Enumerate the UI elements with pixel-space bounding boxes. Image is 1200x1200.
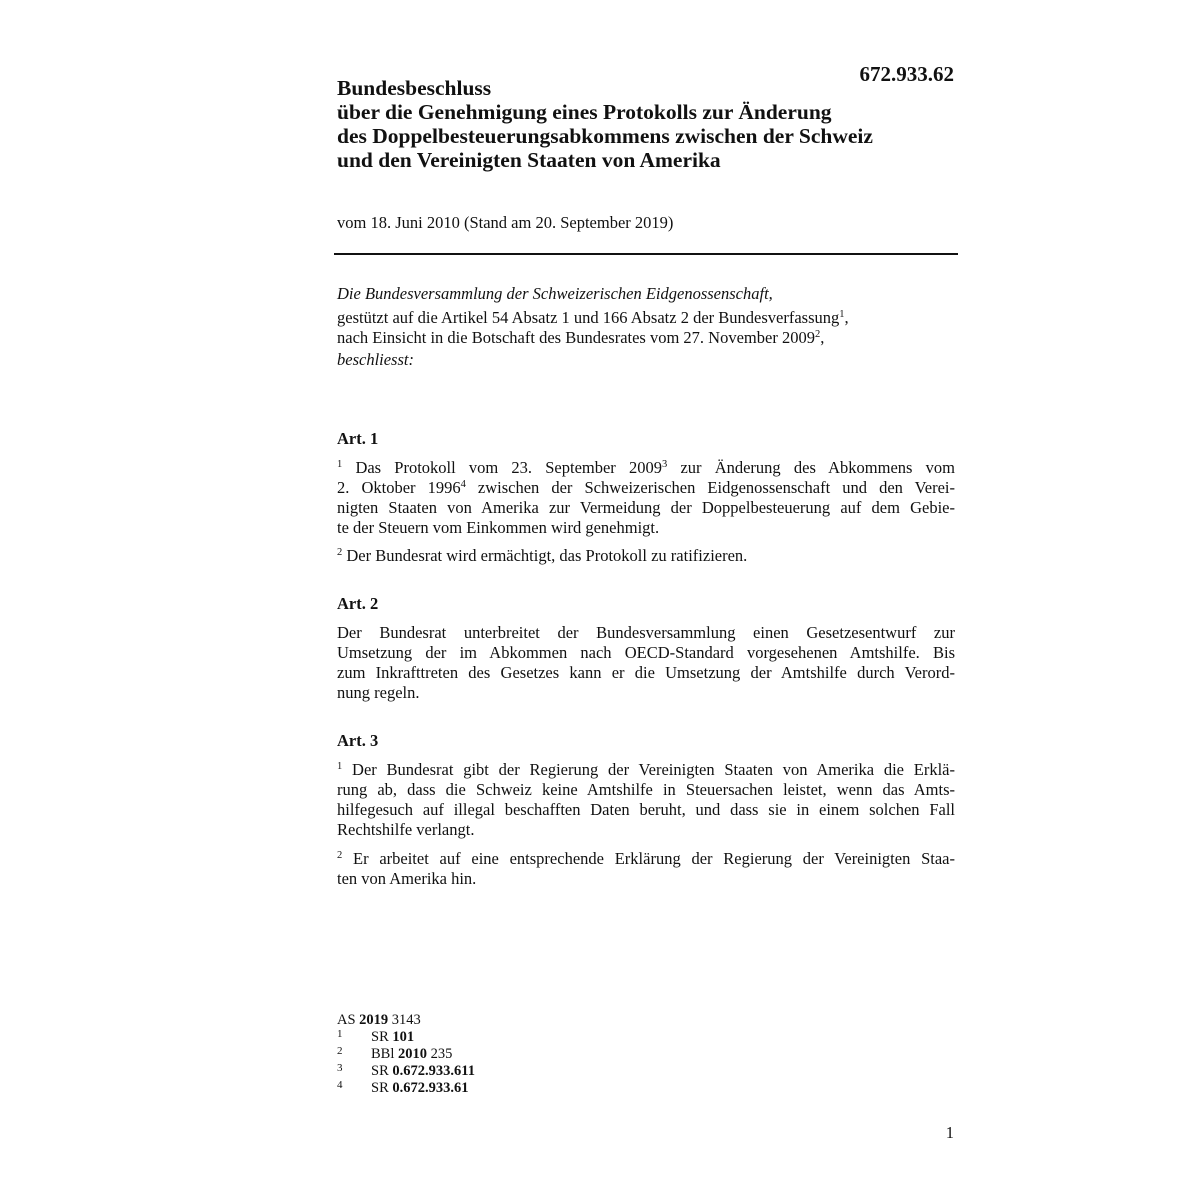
text-line: te der Steuern vom Einkommen wird genehmigt. (337, 518, 660, 537)
text-line: Der Bundesrat unterbreitet der Bundesversammlung einen Gesetzesentwurf zur (337, 623, 955, 642)
text-line: $^1$ Der Bundesrat gibt der Regierung der Vereinigten Staaten von Amerika die Erklä- (337, 760, 955, 779)
document-title (337, 76, 977, 172)
footnote-ref: 3 (662, 459, 668, 470)
article-1-para-2 (337, 546, 955, 566)
text-line: Rechtshilfe verlangt. (337, 820, 475, 839)
footnote-item: 4 SR 0.672.933.61 (337, 1079, 469, 1096)
footnote-item: 1 SR 101 (337, 1028, 415, 1045)
text-line: $^2$ Er arbeitet auf eine entsprechende Erklärung der Regierung der Vereinigten Staa- (337, 849, 955, 868)
footnote-item: 3 SR 0.672.933.611 (337, 1062, 475, 1079)
preamble-basis: gestützt auf die Artikel 54 Absatz 1 und 166 Absatz 2 der Bundesverfassung$^1$, (337, 308, 849, 327)
footnotes (337, 1011, 475, 1097)
title-line: über die Genehmigung eines Protokolls zur Änderung (337, 100, 832, 124)
text-line: $^2$ Der Bundesrat wird ermächtigt, das Protokoll zu ratifizieren. (337, 546, 748, 565)
footnote-ref: 2 (814, 329, 821, 340)
date-line: vom 18. Juni 2010 (Stand am 20. September 2019) (337, 213, 674, 232)
preamble-authority: Die Bundesversammlung der Schweizerischen Eidgenossenschaft, (337, 284, 773, 303)
sr-number: 672.933.62 (859, 62, 954, 86)
footnote-ref: 1 (839, 309, 845, 320)
official-collection-ref: AS 2019 3143 (337, 1012, 421, 1028)
text-line: 2. Oktober 1996$^4$ zwischen der Schweizerischen Eidgenossenschaft und den Verei- (337, 478, 955, 497)
text-line: rung ab, dass die Schweiz keine Amtshilfe in Steuersachen leistet, wenn das Amts- (337, 780, 955, 799)
article-1-para-1 (337, 458, 955, 538)
text-line: ten von Amerika hin. (337, 869, 477, 888)
article-2-text (337, 623, 955, 703)
preamble (337, 284, 955, 370)
preamble-resolves: beschliesst: (337, 350, 414, 369)
header-divider (334, 253, 958, 255)
text-line: nigten Staaten von Amerika zur Vermeidung der Doppelbesteuerung auf dem Gebie- (337, 498, 955, 517)
title-line: des Doppelbesteuerungsabkommens zwischen der Schweiz (337, 124, 873, 148)
article-3-para-2 (337, 849, 955, 889)
page-number: 1 (945, 1123, 954, 1142)
article-1-heading: Art. 1 (337, 429, 379, 448)
article-3-para-1 (337, 760, 955, 840)
article-2-heading: Art. 2 (337, 594, 379, 613)
text-line: zum Inkrafttreten des Gesetzes kann er die Umsetzung der Amtshilfe durch Verord- (337, 663, 955, 682)
text-line: Umsetzung der im Abkommen nach OECD-Standard vorgesehenen Amtshilfe. Bis (337, 643, 955, 662)
text-line: $^1$ Das Protokoll vom 23. September 2009$^3$ zur Änderung des Abkommens vom (337, 458, 955, 477)
text-line: nung regeln. (337, 683, 420, 702)
preamble-insight: nach Einsicht in die Botschaft des Bundesrates vom 27. November 2009$^2$, (337, 328, 825, 347)
article-3-heading: Art. 3 (337, 731, 379, 750)
footnote-item: 2 BBl 2010 235 (337, 1045, 453, 1062)
footnote-ref: 4 (460, 479, 466, 490)
title-line: Bundesbeschluss (337, 76, 492, 100)
text-line: hilfegesuch auf illegal beschafften Daten beruht, und dass sie in einem solchen Fall (337, 800, 955, 819)
title-line: und den Vereinigten Staaten von Amerika (337, 148, 721, 172)
